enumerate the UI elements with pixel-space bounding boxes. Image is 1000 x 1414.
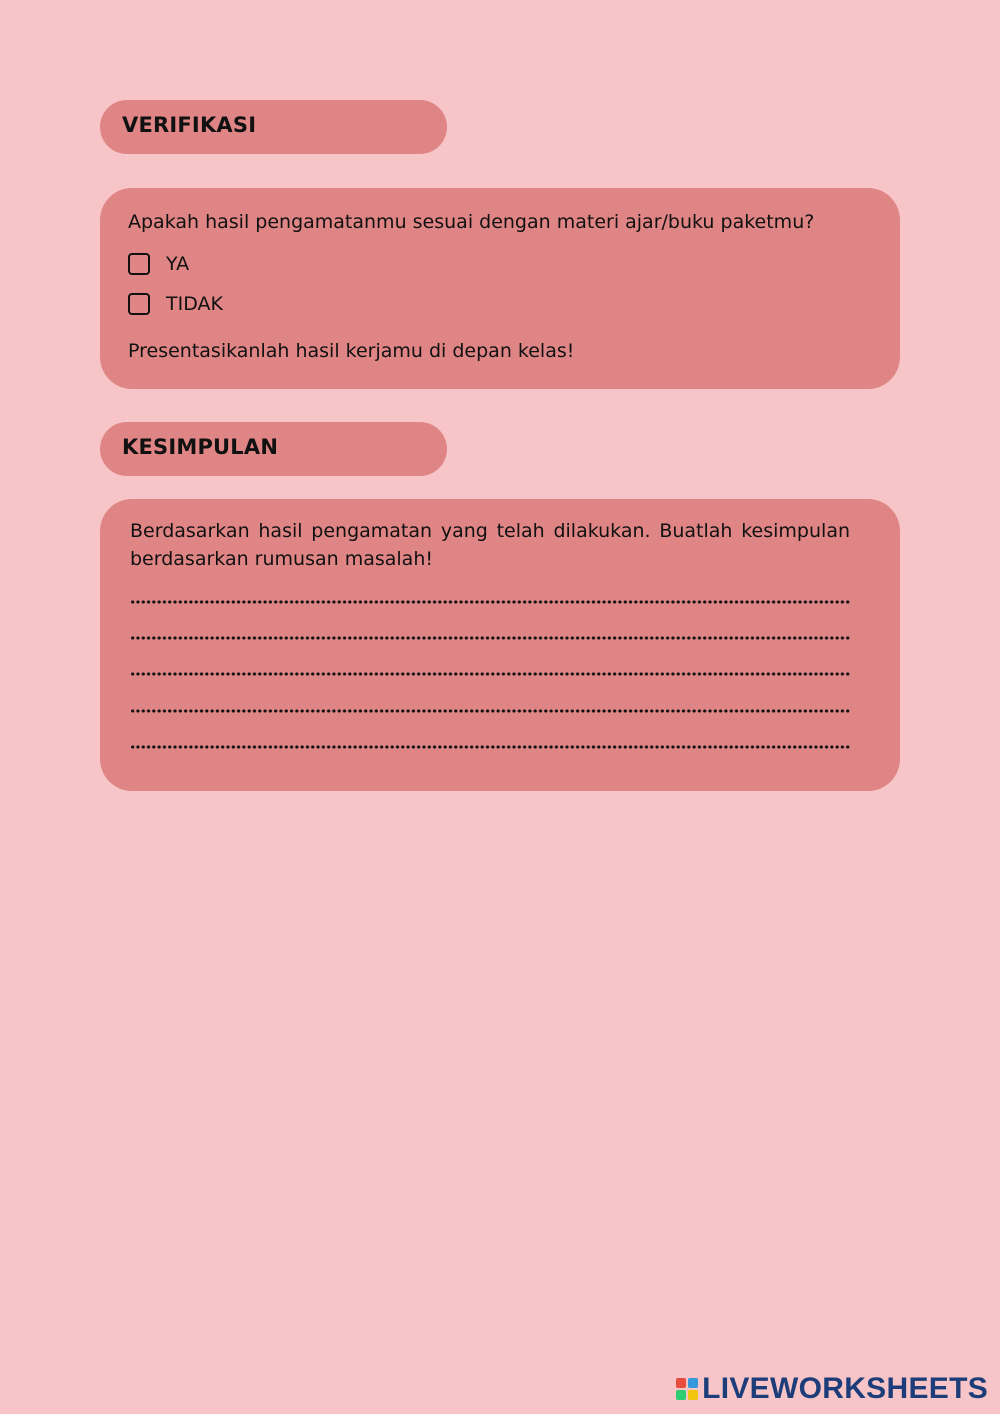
verifikasi-question: Apakah hasil pengamatanmu sesuai dengan materi ajar/buku paketmu? — [128, 211, 815, 233]
verifikasi-instruction: Presentasikanlah hasil kerjamu di depan kelas! — [128, 340, 575, 362]
answer-line-5[interactable] — [130, 745, 850, 749]
answer-line-4[interactable] — [130, 709, 850, 713]
checkbox-tidak[interactable] — [128, 293, 150, 315]
kesimpulan-title: KESIMPULAN — [122, 435, 279, 459]
verifikasi-card — [100, 188, 900, 389]
kesimpulan-card — [100, 499, 900, 791]
verifikasi-header — [100, 100, 447, 154]
verifikasi-title: VERIFIKASI — [122, 113, 257, 137]
liveworksheets-logo — [676, 1372, 988, 1406]
option-tidak-label: TIDAK — [166, 293, 223, 315]
option-tidak[interactable] — [128, 293, 223, 315]
answer-line-3[interactable] — [130, 672, 850, 676]
kesimpulan-prompt: Berdasarkan hasil pengamatan yang telah dilakukan. Buatlah kesimpulan berdasarkan rumusan masalah! — [130, 520, 850, 570]
answer-line-1[interactable] — [130, 600, 850, 604]
logo-text: LIVEWORKSHEETS — [702, 1372, 988, 1405]
kesimpulan-header — [100, 422, 447, 476]
option-ya-label: YA — [166, 253, 190, 275]
option-ya[interactable] — [128, 253, 189, 275]
logo-mark-icon — [676, 1378, 698, 1400]
answer-line-2[interactable] — [130, 636, 850, 640]
checkbox-ya[interactable] — [128, 253, 150, 275]
